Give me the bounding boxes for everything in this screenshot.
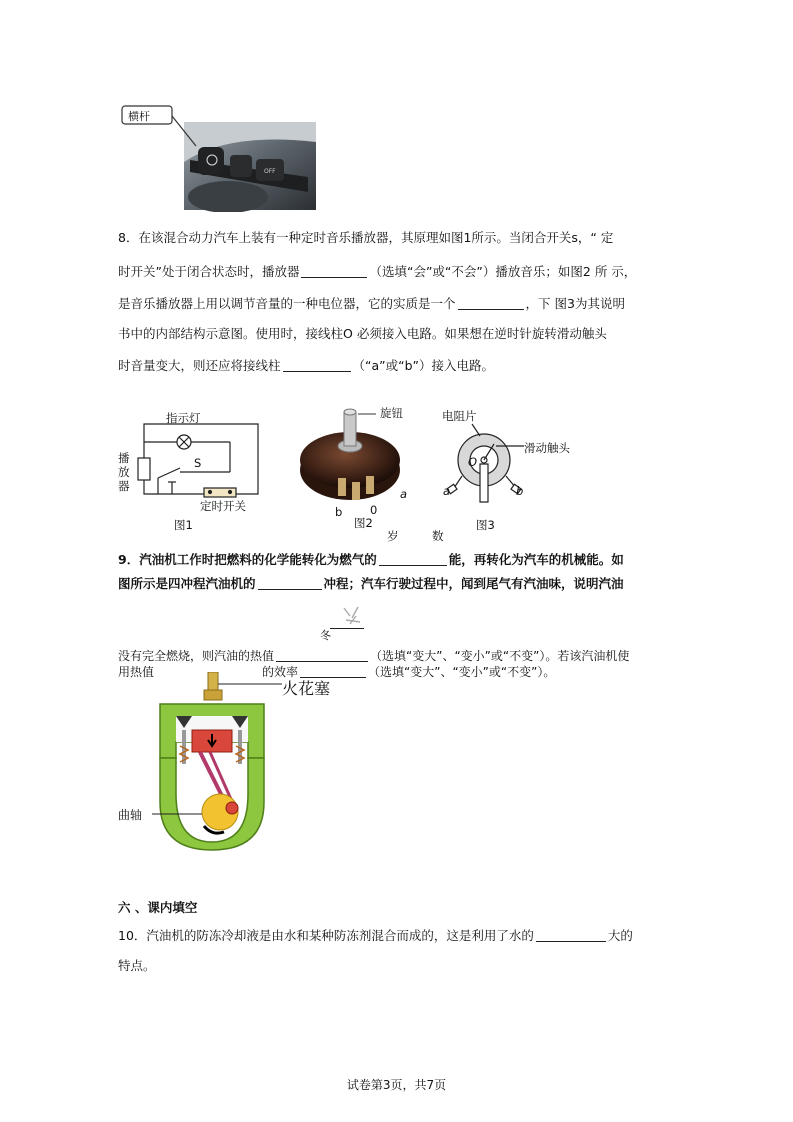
- q9-blank-2[interactable]: [258, 577, 322, 590]
- q10-line-2: 特点。: [118, 958, 156, 973]
- crankshaft-label: 曲轴: [118, 808, 143, 822]
- stalk-callout: 横杆: [128, 110, 150, 123]
- figure-2-potentiometer: [292, 404, 412, 516]
- q8-line-5: 时音量变大，则还应将接线柱 （“a”或“b”）接入电路。: [118, 358, 495, 373]
- section-6-title: 六 、课内填空: [118, 900, 198, 915]
- q10-line-1: 10．汽油机的防冻冷却液是由水和某种防冻剂混合而成的，这是利用了水的 大的: [118, 928, 633, 943]
- q9-line-1: 9．汽油机工作时把燃料的化学能转化为燃气的 能，再转化为汽车的机械能。如: [118, 552, 624, 567]
- q9-line-3: 没有完全燃烧，则汽油的热值 （选填“变大”、“变小”或“不变”）。若该汽油机使: [118, 649, 630, 663]
- q8-blank-3[interactable]: [283, 359, 351, 372]
- figure-3-structure: [436, 404, 576, 514]
- engine-diagram: [152, 672, 372, 852]
- fig2-o-label: 0: [370, 503, 378, 517]
- fig3-o-label: O: [468, 455, 478, 469]
- figure-1-circuit: [118, 412, 268, 512]
- stray-text-1: 岁: [387, 529, 399, 543]
- fig1-timer-label: 定时开关: [200, 499, 246, 513]
- stray-text-3: 冬: [320, 629, 331, 642]
- fig1-player-label-1: 播: [118, 451, 130, 465]
- fig3-sheet-label: 电阻片: [442, 409, 477, 423]
- q9-line-4: 用热值 的效率 （选填“变大”、“变小”或“不变”）。: [118, 665, 556, 679]
- q8-line-2: 时开关”处于闭合状态时，播放器 （选填“会”或“不会”）播放音乐；如图2 所 示，: [118, 264, 637, 279]
- stray-text-2: 数: [432, 529, 444, 543]
- q9-blank-1[interactable]: [379, 553, 447, 566]
- spark-plug-label: 火花塞: [282, 679, 331, 698]
- page-footer: 试卷第3页，共7页: [346, 1078, 447, 1092]
- fig1-player-label-3: 器: [118, 479, 130, 493]
- fig2-knob-label: 旋钮: [380, 406, 403, 420]
- svg-text:OFF: OFF: [264, 168, 276, 175]
- q8-line-3: 是音乐播放器上用以调节音量的一种电位器，它的实质是一个 ，下 图3为其说明: [118, 296, 625, 311]
- stalk-photo: [118, 102, 318, 212]
- q9-line-2: 图所示是四冲程汽油机的 冲程；汽车行驶过程中，闻到尾气有汽油味，说明汽油: [118, 576, 624, 591]
- fig1-player-label-2: 放: [118, 465, 130, 479]
- stray-underline: [330, 628, 364, 629]
- fig1-switch-label: S: [194, 456, 202, 470]
- fig3-a-label: a: [443, 484, 451, 498]
- fig1-caption: 图1: [174, 518, 193, 532]
- fig3-caption: 图3: [476, 518, 495, 532]
- q8-blank-1[interactable]: [301, 265, 367, 278]
- fig3-slider-label: 滑动触头: [524, 441, 570, 455]
- fig2-caption: 图2: [354, 516, 373, 530]
- q9-blank-3[interactable]: [276, 649, 368, 662]
- q10-blank-1[interactable]: [536, 929, 606, 942]
- q8-line-4: 书中的内部结构示意图。使用时，接线柱O 必须接入电路。如果想在逆时针旋转滑动触头: [118, 326, 607, 341]
- fig1-lamp-label: 指示灯: [166, 411, 201, 425]
- fig2-a-label: a: [400, 487, 408, 501]
- stray-mark: [340, 604, 366, 630]
- q8-blank-2[interactable]: [458, 297, 524, 310]
- fig2-b-label: b: [335, 505, 343, 519]
- fig3-b-label: b: [516, 484, 524, 498]
- q8-line-1: 8．在该混合动力汽车上装有一种定时音乐播放器，其原理如图1所示。当闭合开关s，“ 定: [118, 230, 614, 245]
